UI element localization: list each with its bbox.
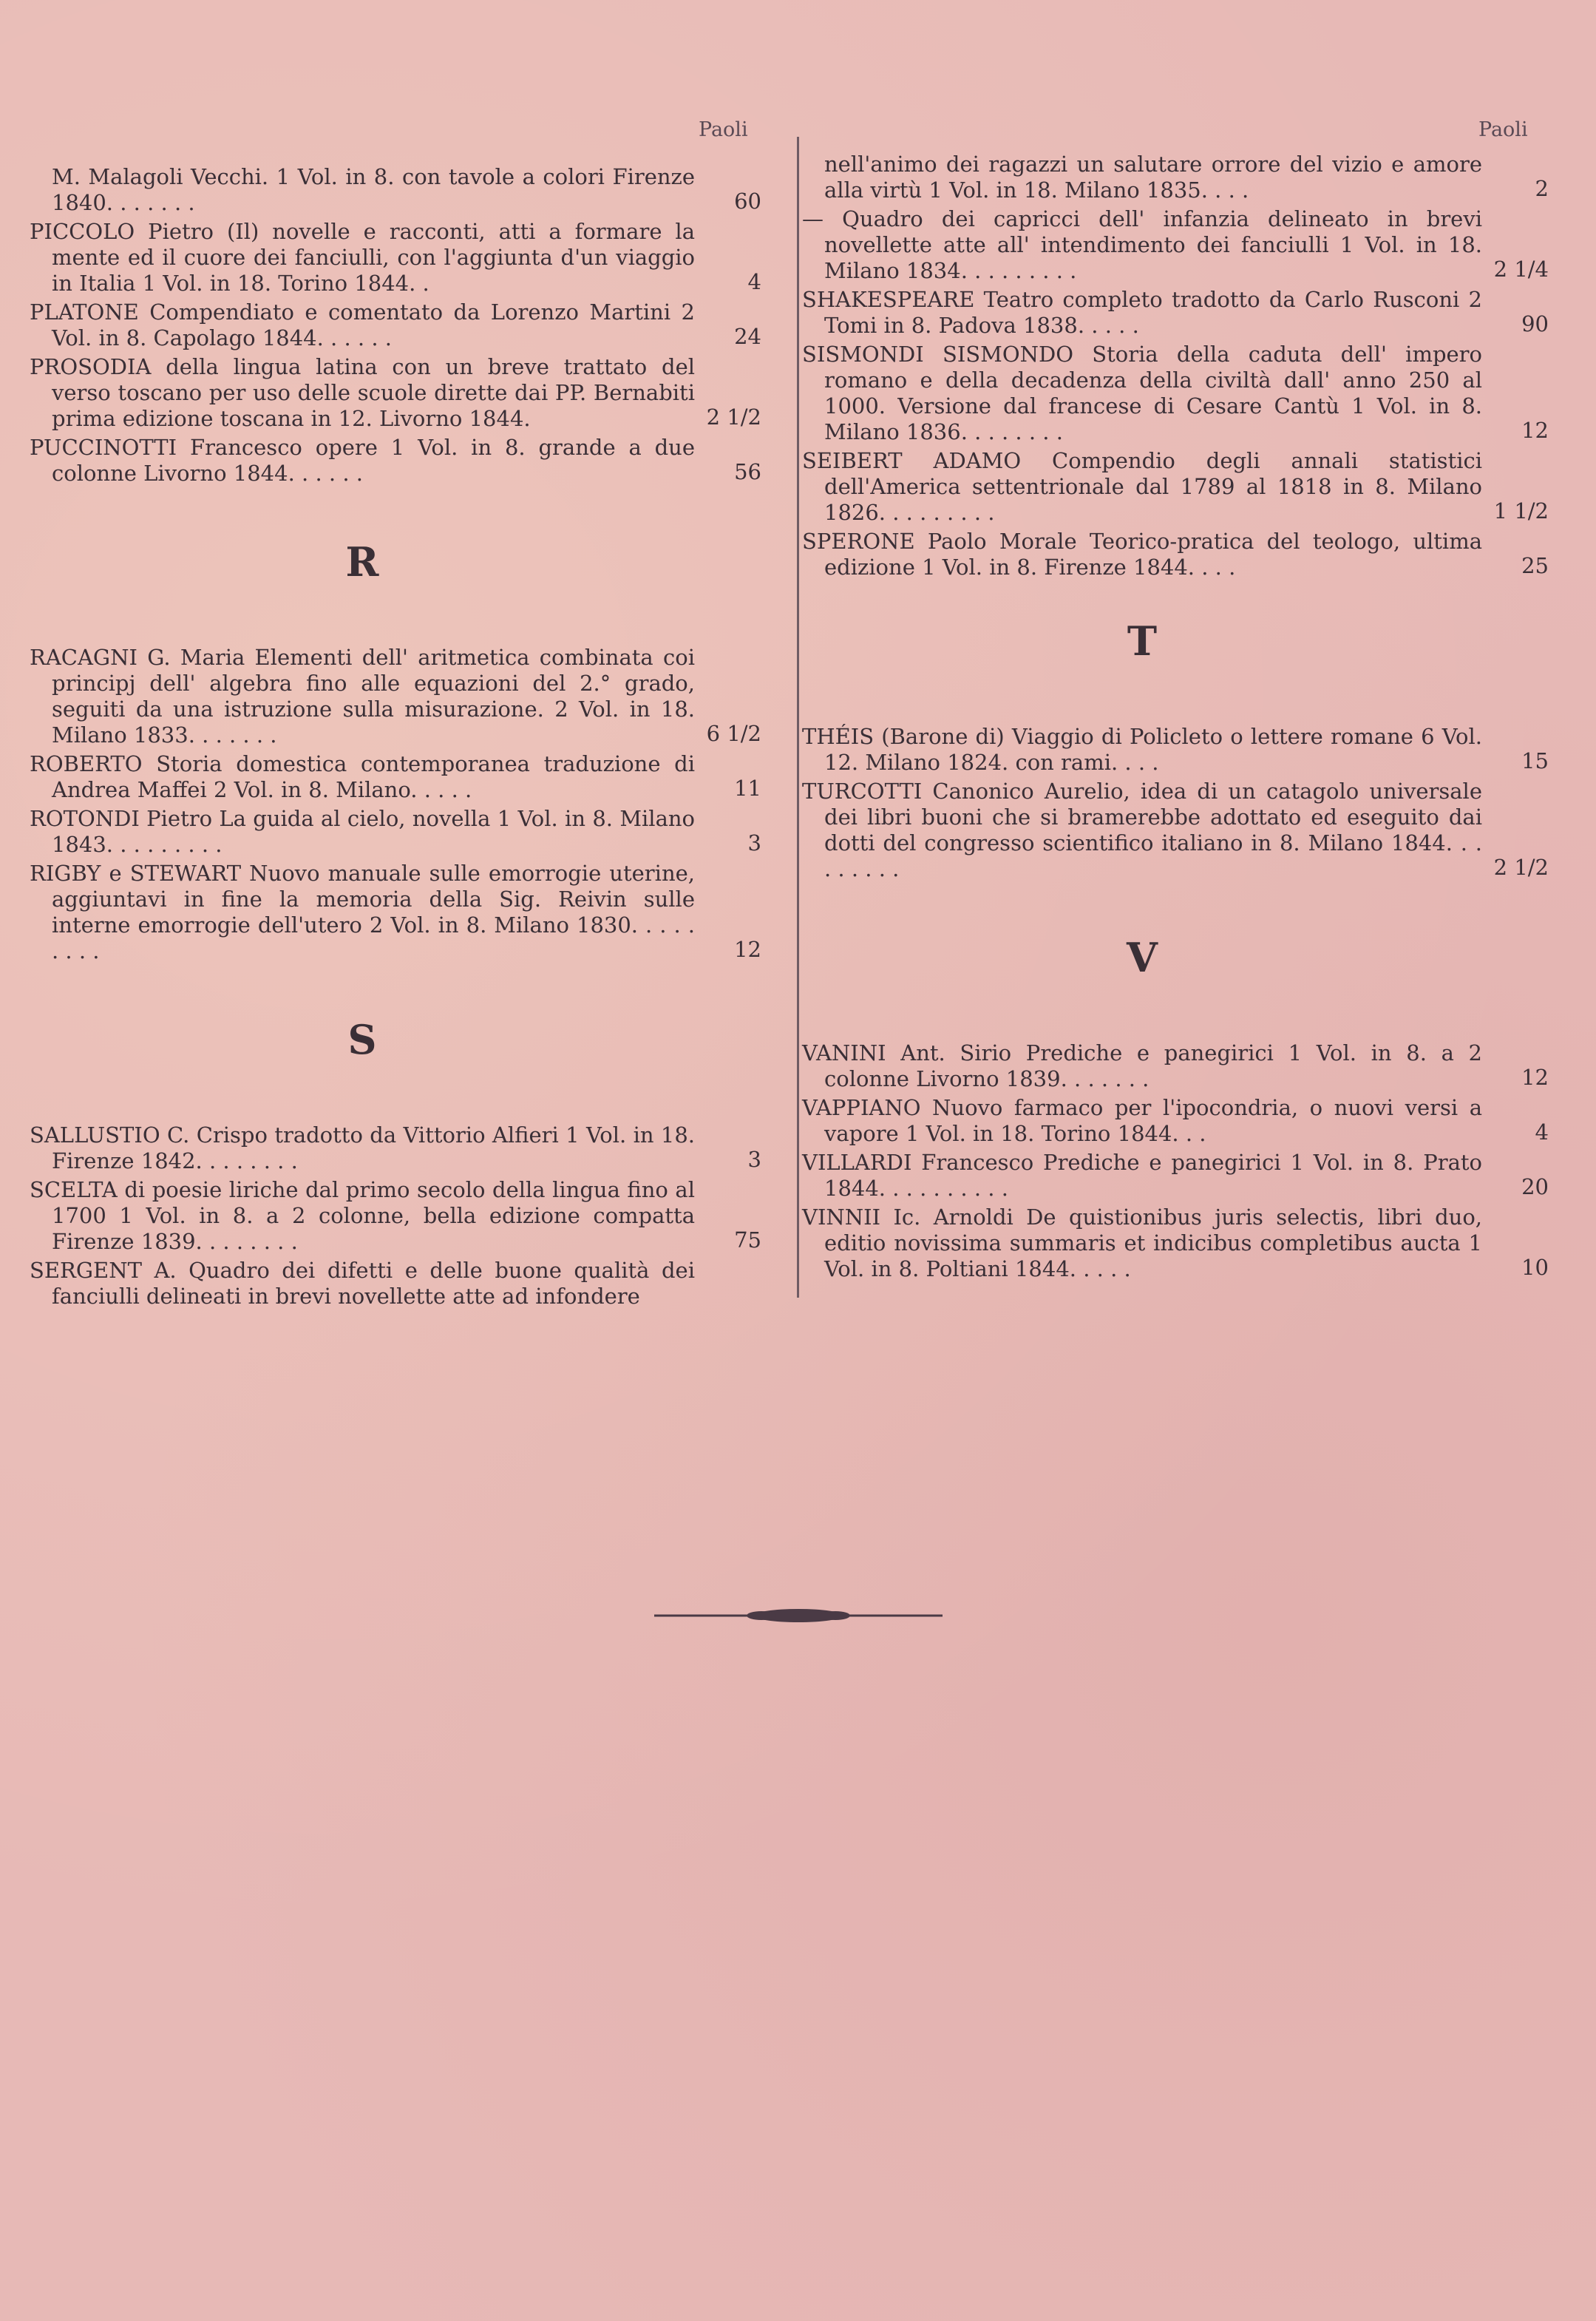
list-item (802, 724, 1571, 776)
entry-price: 12 (734, 937, 761, 962)
list-item (30, 299, 784, 351)
entry-price: 24 (734, 324, 761, 349)
list-item (802, 448, 1571, 526)
list-item (802, 287, 1571, 339)
entry-text: RIGBY e STEWART Nuovo manuale sulle emorrogie uterine, aggiuntavi in fine la memoria della Sig. Reivin sulle interne emorrogie dell'utero 2 Vol. in 8. Milano 1830. . . . . . . . . (30, 861, 695, 963)
list-item (30, 1258, 784, 1309)
entry-text: SALLUSTIO C. Crispo tradotto da Vittorio Alfieri 1 Vol. in 18. Firenze 1842. . . . . . . . (30, 1122, 695, 1173)
entry-text: M. Malagoli Vecchi. 1 Vol. in 8. con tavole a colori Firenze 1840. . . . . . . (52, 164, 695, 215)
entry-text: VANINI Ant. Sirio Prediche e panegirici 1 Vol. in 8. a 2 colonne Livorno 1839. . . . . . . (802, 1040, 1482, 1091)
entries-p (30, 164, 784, 1309)
entry-text: SPERONE Paolo Morale Teorico-pratica del teologo, ultima edizione 1 Vol. in 8. Firenze 1844. . . . (802, 529, 1482, 580)
entry-price: 3 (747, 1147, 761, 1172)
list-item (30, 435, 784, 487)
entry-text: PUCCINOTTI Francesco opere 1 Vol. in 8. grande a due colonne Livorno 1844. . . . . . (30, 435, 695, 486)
list-item (802, 1150, 1571, 1202)
list-item (802, 342, 1571, 445)
entry-text: ROTONDI Pietro La guida al cielo, novella 1 Vol. in 8. Milano 1843. . . . . . . . . (30, 806, 695, 857)
entry-price: 4 (747, 269, 761, 294)
section-letter-t: T (1127, 617, 1158, 665)
entry-price: 56 (734, 459, 761, 484)
list-item (30, 164, 784, 216)
list-item (802, 152, 1571, 203)
list-item (30, 219, 784, 297)
entry-price: 2 1/4 (1493, 257, 1549, 282)
entry-price: 60 (734, 189, 761, 214)
entry-price: 12 (1521, 418, 1549, 443)
entry-price: 2 1/2 (706, 404, 761, 430)
list-item (30, 751, 784, 803)
list-item (30, 861, 784, 964)
entry-text: TURCOTTI Canonico Aurelio, idea di un catagolo universale dei libri buoni che si bramerebbe adottato ed eseguito dai dotti del congresso scientifico italiano in 8. Milano 1844. . . . . . . . . (802, 779, 1482, 881)
entry-text: THÉIS (Barone di) Viaggio di Policleto o lettere romane 6 Vol. 12. Milano 1824. con rami. . . . (802, 724, 1482, 775)
entry-text: — Quadro dei capricci dell' infanzia delineato in brevi novellette atte all' intendimento dei fanciulli 1 Vol. in 18. Milano 1834. . . . . . . . . (802, 206, 1482, 283)
entries-s-cont (802, 152, 1571, 1282)
ornament-divider (651, 1605, 946, 1627)
entry-text: PLATONE Compendiato e comentato da Lorenzo Martini 2 Vol. in 8. Capolago 1844. . . . . . (30, 299, 695, 350)
entry-price: 90 (1521, 311, 1549, 336)
entry-text: ROBERTO Storia domestica contemporanea traduzione di Andrea Maffei 2 Vol. in 8. Milano. . . . . (30, 751, 695, 802)
list-item (30, 1177, 784, 1255)
entry-price: 3 (747, 830, 761, 855)
entry-text: VILLARDI Francesco Prediche e panegirici 1 Vol. in 8. Prato 1844. . . . . . . . . . (802, 1150, 1482, 1201)
entry-text: VAPPIANO Nuovo farmaco per l'ipocondria, o nuovi versi a vapore 1 Vol. in 18. Torino 1844. . . (802, 1095, 1482, 1146)
list-item (802, 1204, 1571, 1282)
list-item (30, 354, 784, 432)
list-item (802, 1095, 1571, 1147)
section-letter-r: R (345, 538, 379, 586)
entry-price: 10 (1521, 1255, 1549, 1280)
entry-price: 11 (734, 776, 761, 801)
entry-text: SEIBERT ADAMO Compendio degli annali statistici dell'America settentrionale dal 1789 al 1818 in 8. Milano 1826. . . . . . . . . (802, 448, 1482, 525)
entry-price: 4 (1535, 1119, 1549, 1145)
entry-text: PROSODIA della lingua latina con un breve trattato del verso toscano per uso delle scuole dirette dai PP. Bernabiti prima edizione toscana in 12. Livorno 1844. (30, 354, 695, 431)
column-divider (797, 137, 799, 1298)
entry-price: 2 (1535, 176, 1549, 201)
entry-text: SHAKESPEARE Teatro completo tradotto da Carlo Rusconi 2 Tomi in 8. Padova 1838. . . . . (802, 287, 1482, 338)
list-item (30, 1122, 784, 1174)
entry-text: nell'animo dei ragazzi un salutare orrore del vizio e amore alla virtù 1 Vol. in 18. Milano 1835. . . . (824, 152, 1482, 203)
paoli-header-left: Paoli (699, 118, 748, 141)
entry-text: SERGENT A. Quadro dei difetti e delle buone qualità dei fanciulli delineati in brevi novellette atte ad infondere (30, 1258, 695, 1309)
entry-text: SISMONDI SISMONDO Storia della caduta dell' impero romano e della decadenza della civiltà dall' anno 250 al 1000. Versione dal francese di Cesare Cantù 1 Vol. in 8. Milano 1836. . . . . . . . (802, 342, 1482, 444)
list-item (802, 1040, 1571, 1092)
entry-text: VINNII Ic. Arnoldi De quistionibus juris selectis, libri duo, editio novissima summaris et indicibus completibus aucta 1 Vol. in 8. Poltiani 1844. . . . . (802, 1204, 1482, 1281)
list-item (802, 779, 1571, 882)
entry-text: RACAGNI G. Maria Elementi dell' aritmetica combinata coi principj dell' algebra fino alle equazioni del 2.° grado, seguiti da una istruzione sulla misurazione. 2 Vol. in 18. Milano 1833. . . . . . . (30, 645, 695, 748)
list-item (802, 529, 1571, 580)
entry-text: SCELTA di poesie liriche dal primo secolo della lingua fino al 1700 1 Vol. in 8. a 2 colonne, bella edizione compatta Firenze 1839. . . . . . . . (30, 1177, 695, 1254)
entry-price: 6 1/2 (706, 721, 761, 746)
entry-price: 75 (734, 1227, 761, 1253)
paoli-header-right: Paoli (1478, 118, 1528, 141)
list-item (30, 806, 784, 858)
entry-price: 25 (1521, 553, 1549, 578)
entry-price: 12 (1521, 1065, 1549, 1090)
entry-price: 15 (1521, 748, 1549, 773)
list-item (802, 206, 1571, 284)
entry-text: PICCOLO Pietro (Il) novelle e racconti, atti a formare la mente ed il cuore dei fanciulli, con l'aggiunta d'un viaggio in Italia 1 Vol. in 18. Torino 1844. . (30, 219, 695, 296)
entry-price: 20 (1521, 1174, 1549, 1199)
list-item (30, 645, 784, 748)
entry-price: 2 1/2 (1493, 855, 1549, 880)
section-letter-s: S (347, 1016, 377, 1063)
entry-price: 1 1/2 (1493, 498, 1549, 524)
section-letter-v: V (1127, 934, 1158, 981)
